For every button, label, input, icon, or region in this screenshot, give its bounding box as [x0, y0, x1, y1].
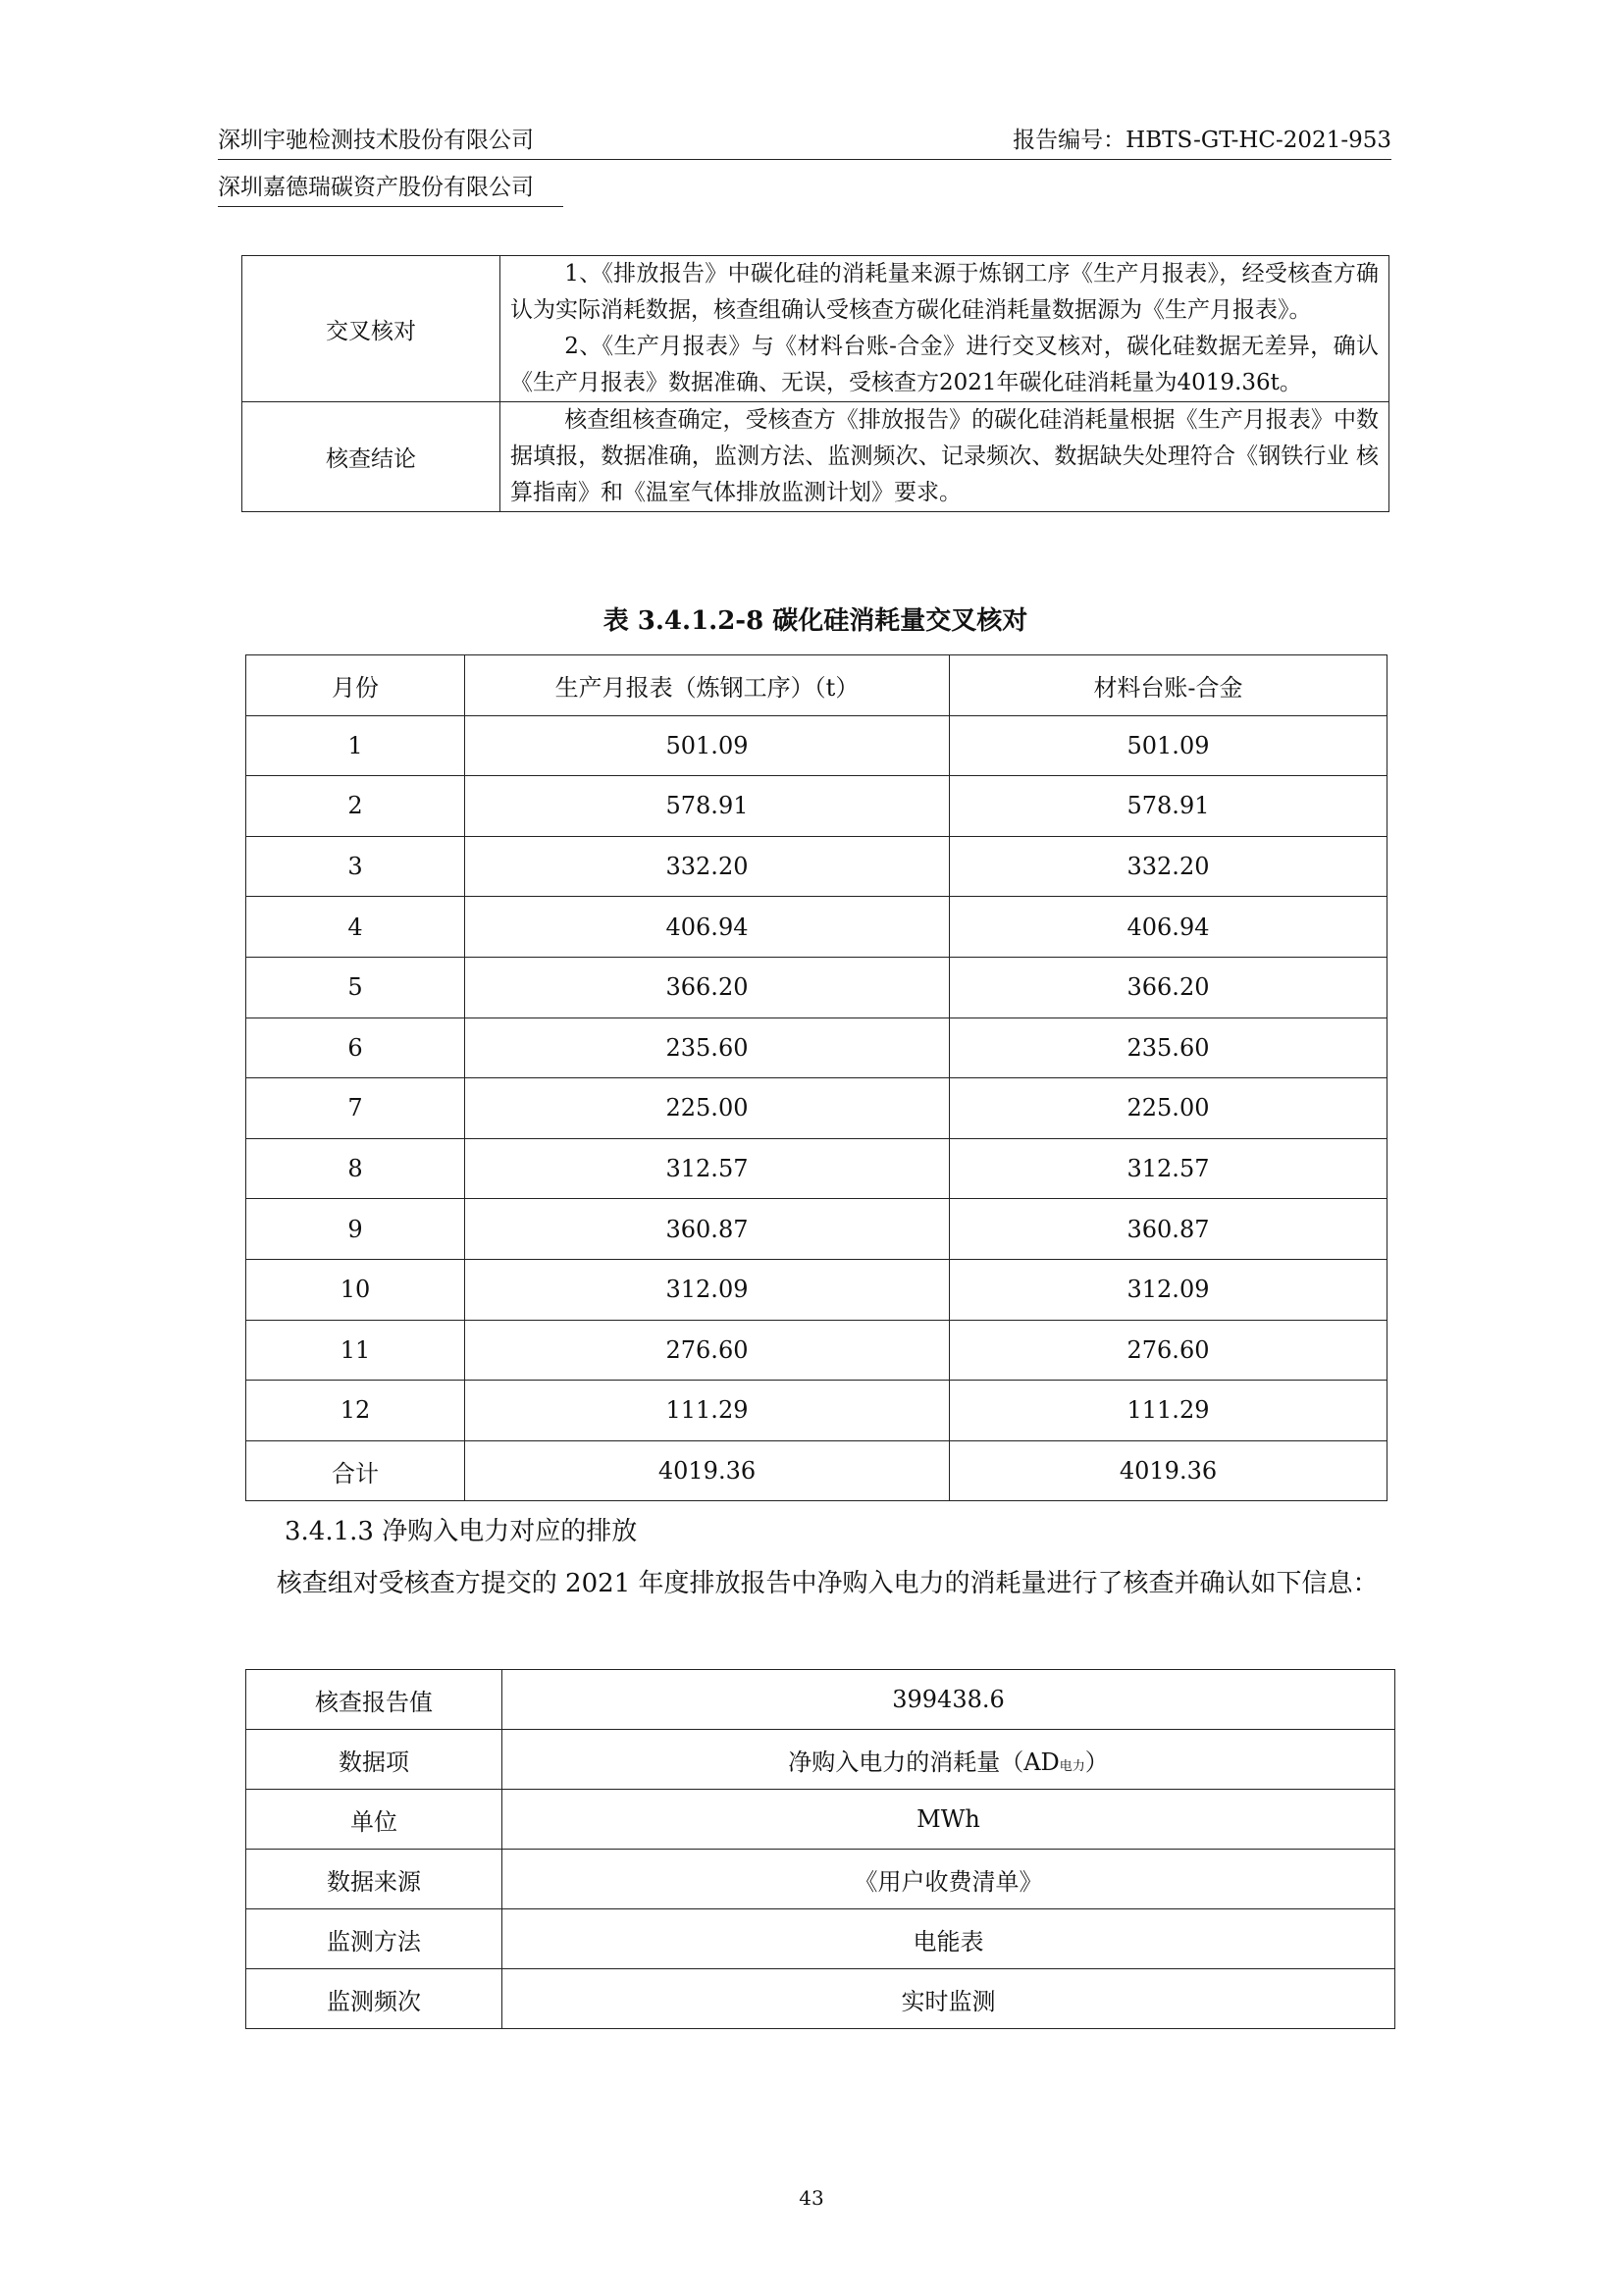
table-cell: 312.09 [950, 1259, 1387, 1320]
table-row [246, 1969, 1395, 2029]
table-cell: 360.87 [465, 1199, 950, 1260]
verification-table [241, 255, 1389, 512]
table-cell: 578.91 [950, 776, 1387, 837]
table-cell: 406.94 [465, 897, 950, 958]
row-label: 数据来源 [246, 1850, 502, 1909]
table-row [246, 1018, 1387, 1078]
table-cell: 276.60 [950, 1320, 1387, 1381]
row-value: MWh [502, 1790, 1395, 1850]
table-cell: 10 [246, 1259, 465, 1320]
header-rule [218, 159, 1391, 160]
header-row [246, 655, 1387, 716]
section-heading: 3.4.1.3 净购入电力对应的排放 [285, 1517, 638, 1546]
table-row [246, 1730, 1395, 1790]
table-row [246, 1670, 1395, 1730]
table-cell: 合计 [246, 1440, 465, 1501]
table-cell: 312.57 [465, 1138, 950, 1199]
table-cell: 501.09 [465, 715, 950, 776]
column-header: 生产月报表（炼钢工序）（t） [465, 655, 950, 716]
table-cell: 6 [246, 1018, 465, 1078]
table-row [246, 1259, 1387, 1320]
company-name-1: 深圳宇驰检测技术股份有限公司 [218, 128, 534, 153]
table-cell: 332.20 [950, 836, 1387, 897]
table-row [246, 897, 1387, 958]
electricity-info-table [245, 1669, 1395, 2029]
table-cell: 3 [246, 836, 465, 897]
table-row [246, 1850, 1395, 1909]
row-label: 核查报告值 [246, 1670, 502, 1730]
paragraph: 2、《生产月报表》与《材料台账-合金》进行交叉核对，碳化硅数据无差异，确认《生产月报表》数据准确、无误，受核查方2021年碳化硅消耗量为4019.36t。 [510, 334, 1379, 395]
table-caption: 表 3.4.1.2-8 碳化硅消耗量交叉核对 [602, 606, 1028, 636]
table-row [246, 1320, 1387, 1381]
row-value: 《用户收费清单》 [502, 1850, 1395, 1909]
table-cell: 235.60 [950, 1018, 1387, 1078]
table-row [246, 1440, 1387, 1501]
table-cell: 8 [246, 1138, 465, 1199]
table-cell: 235.60 [465, 1018, 950, 1078]
table-cell: 366.20 [950, 957, 1387, 1018]
table-row [246, 1381, 1387, 1441]
company-name-2: 深圳嘉德瑞碳资产股份有限公司 [218, 175, 534, 200]
page-number: 43 [799, 2186, 824, 2210]
table-cell: 1 [246, 715, 465, 776]
row-label: 核查结论 [242, 402, 500, 512]
section-intro: 核查组对受核查方提交的 2021 年度排放报告中净购入电力的消耗量进行了核查并确认如下信息： [276, 1569, 1379, 1598]
table-cell: 11 [246, 1320, 465, 1381]
row-label: 数据项 [246, 1730, 502, 1790]
table-row [246, 776, 1387, 837]
table-cell: 4019.36 [950, 1440, 1387, 1501]
table-cell: 312.09 [465, 1259, 950, 1320]
table-cell: 501.09 [950, 715, 1387, 776]
table-cell: 9 [246, 1199, 465, 1260]
table-cell: 12 [246, 1381, 465, 1441]
row-value: 实时监测 [502, 1969, 1395, 2029]
column-header: 月份 [246, 655, 465, 716]
table-cell: 366.20 [465, 957, 950, 1018]
table-cell: 5 [246, 957, 465, 1018]
table-row [246, 1199, 1387, 1260]
table-cell: 406.94 [950, 897, 1387, 958]
table-cell: 225.00 [465, 1078, 950, 1139]
paragraph: 1、《排放报告》中碳化硅的消耗量来源于炼钢工序《生产月报表》，经受核查方确认为实际消耗数据，核查组确认受核查方碳化硅消耗量数据源为《生产月报表》。 [510, 261, 1379, 323]
table-cell: 7 [246, 1078, 465, 1139]
subscript: 电力 [1059, 1758, 1085, 1774]
row-label: 交叉核对 [242, 256, 500, 402]
table-cell: 111.29 [465, 1381, 950, 1441]
paragraph: 核查组核查确定，受核查方《排放报告》的碳化硅消耗量根据《生产月报表》中数据填报，数据准确，监测方法、监测频次、记录频次、数据缺失处理符合《钢铁行业 核算指南》和《温室气体排放监测计划》要求。 [510, 407, 1379, 505]
table-cell: 312.57 [950, 1138, 1387, 1199]
table-row [242, 402, 1389, 512]
table-cell: 4019.36 [465, 1440, 950, 1501]
table-row [242, 256, 1389, 402]
table-cell: 4 [246, 897, 465, 958]
table-row [246, 1790, 1395, 1850]
row-value: 399438.6 [502, 1670, 1395, 1730]
row-value: 电能表 [502, 1909, 1395, 1969]
row-label: 监测频次 [246, 1969, 502, 2029]
header-rule-2 [218, 206, 563, 207]
row-content [500, 256, 1389, 402]
row-content [500, 402, 1389, 512]
report-number: 报告编号：HBTS-GT-HC-2021-953 [1013, 128, 1391, 153]
row-label: 单位 [246, 1790, 502, 1850]
table-row [246, 1078, 1387, 1139]
row-value: 净购入电力的消耗量（AD电力） [502, 1730, 1395, 1790]
table-cell: 2 [246, 776, 465, 837]
table-row [246, 957, 1387, 1018]
table-cell: 111.29 [950, 1381, 1387, 1441]
table-cell: 276.60 [465, 1320, 950, 1381]
table-cell: 578.91 [465, 776, 950, 837]
table-row [246, 715, 1387, 776]
cross-check-table [245, 654, 1387, 1501]
column-header: 材料台账-合金 [950, 655, 1387, 716]
table-row [246, 1138, 1387, 1199]
table-cell: 332.20 [465, 836, 950, 897]
table-cell: 225.00 [950, 1078, 1387, 1139]
table-row [246, 836, 1387, 897]
row-label: 监测方法 [246, 1909, 502, 1969]
table-cell: 360.87 [950, 1199, 1387, 1260]
table-row [246, 1909, 1395, 1969]
